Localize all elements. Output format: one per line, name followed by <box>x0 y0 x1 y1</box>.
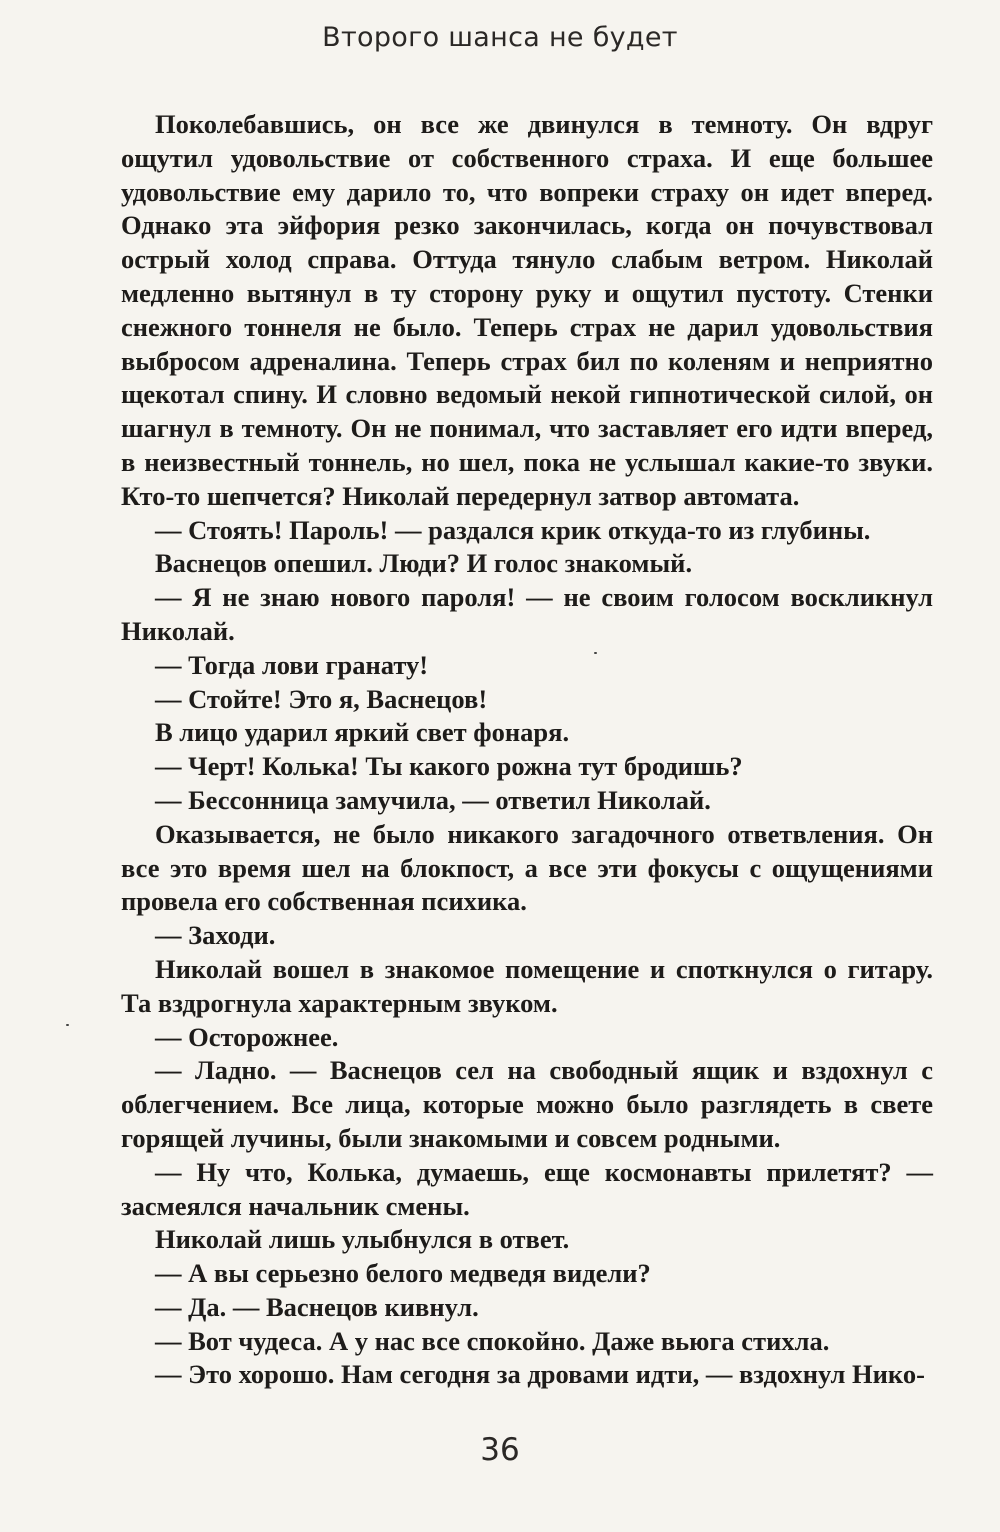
page-number: 36 <box>480 1432 520 1468</box>
running-header: Второго шанса не будет <box>322 22 678 53</box>
paragraph: В лицо ударил яркий свет фонаря. <box>155 717 570 748</box>
paragraph: — Заходи. <box>155 920 276 951</box>
paragraph: — А вы серьезно белого медведя видели? <box>155 1258 651 1289</box>
paragraph: — Стойте! Это я, Васнецов! <box>155 683 488 714</box>
paragraph: — Это хорошо. Нам сегодня за дровами идти, — вздохнул Нико- <box>155 1359 925 1390</box>
paragraph: Оказывается, не было никакого загадочного ответвления. Он все это время шел на блокпост, а все эти фокусы с ощущениями провела его собственная психика. <box>121 818 933 917</box>
body-text <box>121 108 933 1392</box>
paragraph: — Вот чудеса. А у нас все спокойно. Даже вьюга стихла. <box>155 1325 830 1356</box>
paragraph: Поколебавшись, он все же двинулся в темноту. Он вдруг ощутил удовольствие от собственного страха. И еще большее удовольствие ему дарило то, что вопреки страху он идет вперед. Однако эта эйфория резко закончилась, когда он почувствовал острый холод справа. Оттуда тянуло слабым ветром. Николай медленно вытянул в ту сторону руку и ощутил пустоту. Стенки снежного тоннеля не было. Теперь страх не дарил удовольствия выбросом адреналина. Теперь страх бил по коленям и неприятно щекотал спину. И словно ведомый некой гипнотической силой, он шагнул в темноту. Он не понимал, что заставляет его идти вперед, в неизвестный тоннель, но шел, пока не услышал какие-то звуки. Кто-то шепчется? Николай передернул затвор автомата. <box>121 109 933 511</box>
paragraph: Николай лишь улыбнулся в ответ. <box>155 1224 570 1255</box>
paragraph: — Ну что, Колька, думаешь, еще космонавты прилетят? — засмеялся начальник смены. <box>121 1156 933 1221</box>
print-speck <box>594 652 597 654</box>
paragraph: — Тогда лови гранату! <box>155 649 429 680</box>
paragraph: — Стоять! Пароль! — раздался крик откуда-то из глубины. <box>155 514 871 545</box>
print-speck <box>66 1024 69 1026</box>
paragraph: Николай вошел в знакомое помещение и споткнулся о гитару. Та вздрогнула характерным звуком. <box>121 953 933 1018</box>
paragraph: — Черт! Колька! Ты какого рожна тут бродишь? <box>155 751 743 782</box>
paragraph: Васнецов опешил. Люди? И голос знакомый. <box>155 548 693 579</box>
paragraph: — Да. — Васнецов кивнул. <box>155 1291 479 1322</box>
paragraph: — Бессонница замучила, — ответил Николай. <box>155 784 711 815</box>
paragraph: — Я не знаю нового пароля! — не своим голосом воскликнул Николай. <box>121 582 933 646</box>
paragraph: — Осторожнее. <box>155 1021 339 1052</box>
paragraph: — Ладно. — Васнецов сел на свободный ящик и вздохнул с облегчением. Все лица, которые можно было разглядеть в свете горящей лучины, были знакомыми и совсем родными. <box>121 1055 933 1153</box>
